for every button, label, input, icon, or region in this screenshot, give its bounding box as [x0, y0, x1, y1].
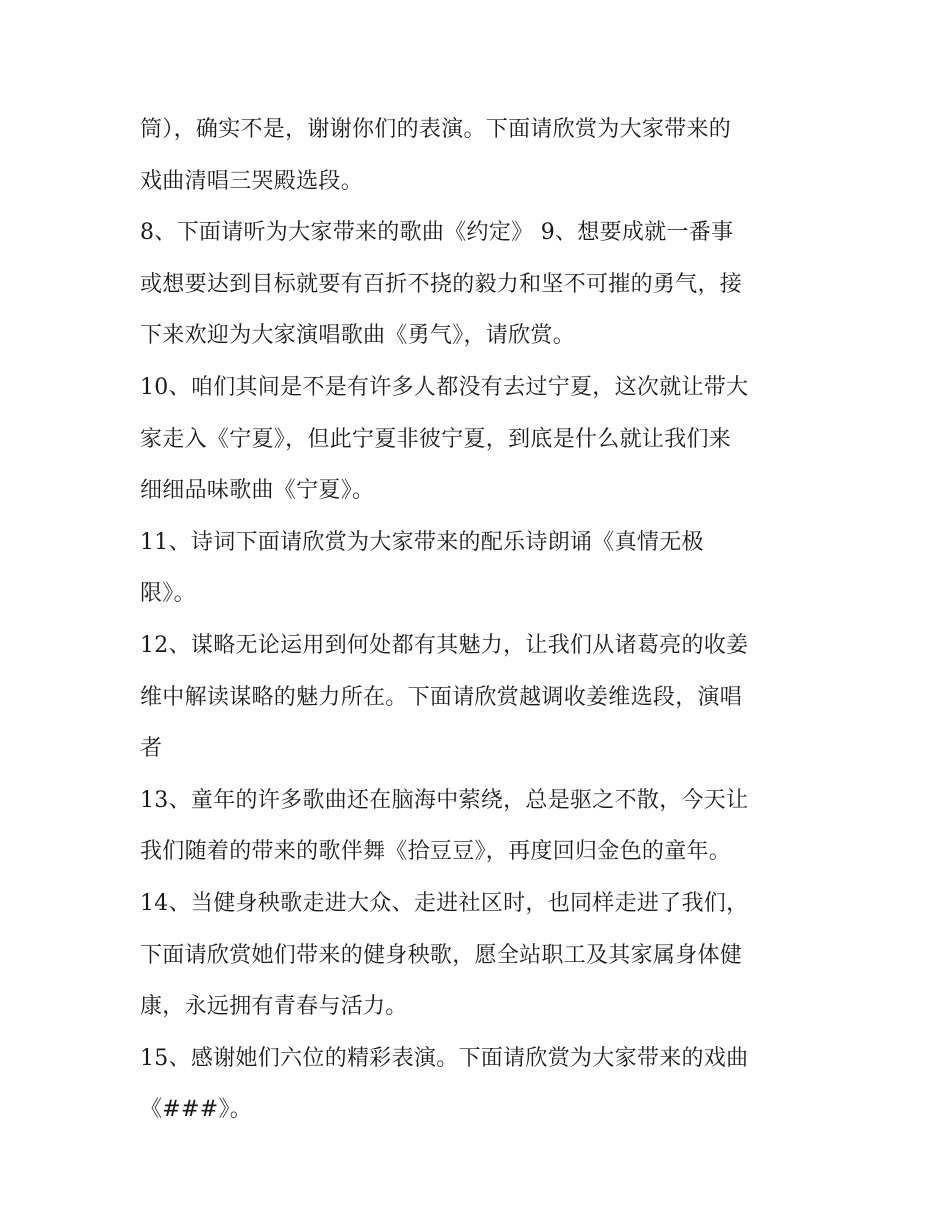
- text-line: 15、感谢她们六位的精彩表演。下面请欣赏为大家带来的戏曲: [140, 1045, 749, 1071]
- text-line: 维中解读谋略的魅力所在。下面请欣赏越调收姜维选段，演唱: [140, 684, 743, 710]
- text-line: 下面请欣赏她们带来的健身秧歌，愿全站职工及其家属身体健: [140, 942, 743, 968]
- text-line: 细细品味歌曲《宁夏》。: [140, 478, 375, 504]
- text-line: 下来欢迎为大家演唱歌曲《勇气》，请欣赏。: [140, 323, 576, 349]
- text-line: 筒），确实不是，谢谢你们的表演。下面请欣赏为大家带来的: [140, 117, 732, 142]
- text-line: 家走入《宁夏》，但此宁夏非彼宁夏，到底是什么就让我们来: [140, 426, 732, 452]
- text-line: 限》。: [140, 581, 196, 607]
- text-line: 13、童年的许多歌曲还在脑海中萦绕，总是驱之不散，今天让: [140, 787, 749, 813]
- text-line: 《###》。: [140, 1097, 253, 1123]
- document-body: [140, 104, 820, 1136]
- text-line: 8、下面请听为大家带来的歌曲《约定》 9、想要成就一番事: [140, 220, 734, 246]
- text-line: 14、当健身秧歌走进大众、走进社区时，也同样走进了我们，: [140, 890, 749, 916]
- text-line: 者: [140, 736, 163, 762]
- text-line: 11、诗词下面请欣赏为大家带来的配乐诗朗诵《真情无极: [140, 529, 704, 555]
- text-line: 戏曲清唱三哭殿选段。: [140, 168, 364, 194]
- text-line: 康，永远拥有青春与活力。: [140, 994, 408, 1020]
- text-line: 10、咱们其间是不是有许多人都没有去过宁夏，这次就让带大: [140, 374, 749, 400]
- text-line: 我们随着的带来的歌伴舞《拾豆豆》，再度回归金色的童年。: [140, 839, 732, 865]
- text-line: 12、谋略无论运用到何处都有其魅力，让我们从诸葛亮的收姜: [140, 632, 749, 658]
- text-line: 或想要达到目标就要有百折不挠的毅力和坚不可摧的勇气，接: [140, 271, 743, 297]
